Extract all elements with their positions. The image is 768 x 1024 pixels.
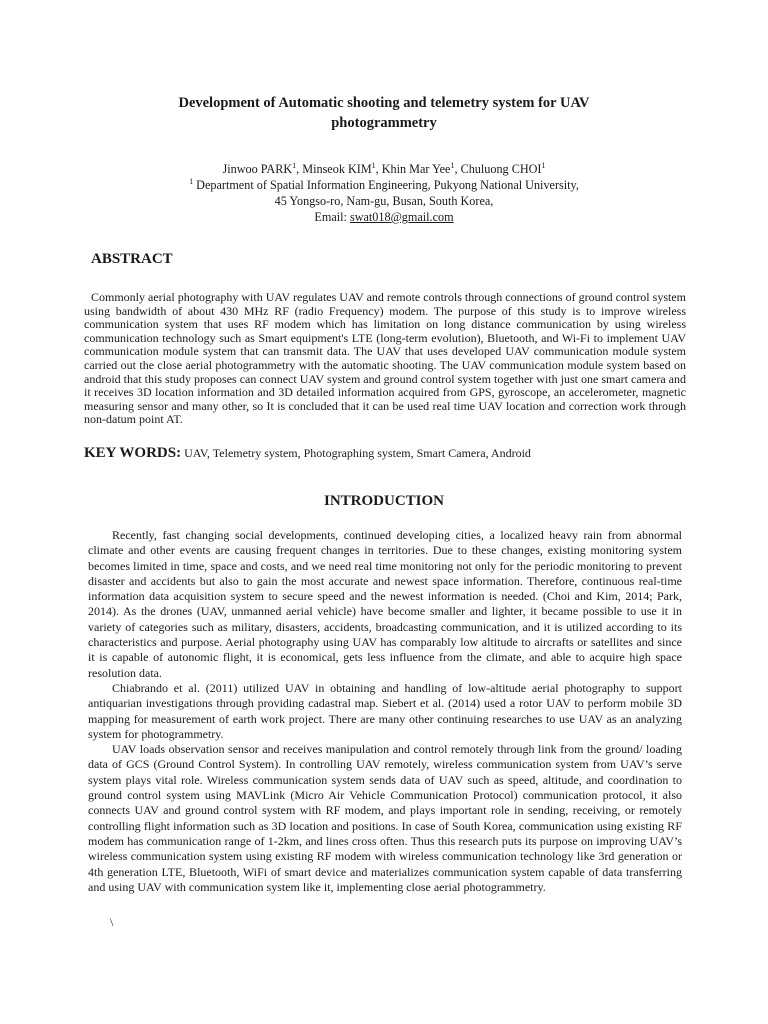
author-name: Jinwoo PARK — [222, 162, 293, 176]
introduction-paragraph: Recently, fast changing social developments, continued developing cities, a localized heavy rain from abnormal climate and other events are causing frequent changes in territories. Due to these changes, existing monitoring system becomes limited in time, space and costs, and we need real time monitoring not only for the periodic monitoring to prevent disaster and accidents but also to gain the most accurate and newest space information. Therefore, continuous real-time information data acquisition system to secure speed and the newest information is needed. (Choi and Kim, 2014; Park, 2014). As the drones (UAV, unmanned aerial vehicle) have become smaller and lighter, it became possible to use it in variety of categories such as military, disasters, accidents, broadcasting communication, and it is utilized according to its characteristics and purpose. Aerial photography using UAV has comparably low altitude to aircrafts or satellites and since it is capable of autonomic flight, it is economical, gets less influence from the climate, and able to acquire high space resolution data. — [88, 528, 682, 680]
stray-backslash-mark: \ — [110, 915, 114, 929]
title-line-1: Development of Automatic shooting and telemetry system for UAV — [178, 95, 590, 111]
keywords-text: UAV, Telemetry system, Photographing system, Smart Camera, Android — [181, 446, 531, 460]
email-line — [84, 209, 684, 225]
affiliation — [84, 177, 684, 193]
keywords-label: KEY WORDS: — [84, 445, 182, 461]
paper-title — [100, 93, 668, 133]
author-separator: , — [296, 162, 303, 176]
introduction-body — [88, 528, 682, 895]
title-line-2: photogrammetry — [331, 115, 437, 131]
introduction-paragraph: Chiabrando et al. (2011) utilized UAV in obtaining and handling of low-altitude aerial photography to support antiquarian investigations through providing cadastral map. Siebert et al. (2014) used a rotor UAV to perform mobile 3D mapping for measurement of earth work project. There are many other continuing researches to use UAV as an analyzing system for photogrammetry. — [88, 680, 682, 741]
abstract-heading: ABSTRACT — [91, 251, 173, 267]
author-affiliation-mark: 1 — [541, 160, 546, 170]
introduction-heading: INTRODUCTION — [323, 493, 444, 509]
keywords-line — [84, 443, 686, 463]
author-affiliation-mark: 1 — [371, 160, 376, 170]
author-affiliation-mark: 1 — [292, 160, 297, 170]
author-block — [84, 161, 684, 225]
email-link[interactable]: swat018@gmail.com — [349, 210, 454, 224]
introduction-paragraph: UAV loads observation sensor and receives manipulation and control remotely through link from the ground/ loading data of GCS (Ground Control System). In controlling UAV remotely, wireless communication system from UAV’s serve system plays vital role. Wireless communication system sends data of UAV such as speed, altitude, and coordination to ground control system using MAVLink (Micro Air Vehicle Communication Protocol) communication protocol, it also connects UAV and ground control system with RF modem, and plays important role in sending, receiving, or remotely controlling flight information such as 3D location and positions. In case of South Korea, communication using existing RF modem has communication range of 1-2km, and lines cross often. Thus this research puts its purpose on improving UAV’s wireless communication system using existing RF modem with wireless communication technology like 3rd generation or 4th generation LTE, Bluetooth, WiFi of smart device and materializes communication system capable of data transferring and using UAV with communication system like it, implementing close aerial photogrammetry. — [88, 742, 682, 894]
author-list — [84, 161, 684, 177]
affiliation-mark: 1 — [189, 176, 194, 186]
author-affiliation-mark: 1 — [450, 160, 455, 170]
abstract-text: Commonly aerial photography with UAV regulates UAV and remote controls through connections of ground control system using bandwidth of about 430 MHz RF (radio Frequency) modem. The purpose of this study is to improve wireless communication system that uses RF modem which has limitation on long distance communication by using wireless communication technology such as Smart equipment's LTE (long-term evolution), Bluetooth, and Wi-Fi to implement UAV communication module system that can transmit data. The UAV that uses developed UAV communication module system carried out the close aerial photogrammetry with the automatic shooting. The UAV communication module system based on android that this study proposes can connect UAV system and ground control system together with just one smart camera and it receives 3D location information and 3D detailed information acquired from GPS, gyroscope, an accelerometer, magnetic measuring sensor and many other, so It is concluded that it can be used real time UAV location and correction work through non-datum point AT. — [84, 290, 686, 427]
address: 45 Yongso-ro, Nam-gu, Busan, South Korea, — [274, 194, 494, 208]
author-separator: , — [375, 162, 382, 176]
author-name: Chuluong CHOI — [460, 162, 542, 176]
affiliation-text: Department of Spatial Information Engineering, Pukyong National University, — [193, 178, 579, 192]
email-label: Email: — [314, 210, 350, 224]
author-separator: , — [454, 162, 461, 176]
author-name: Khin Mar Yee — [381, 162, 451, 176]
author-name: Minseok KIM — [302, 162, 372, 176]
